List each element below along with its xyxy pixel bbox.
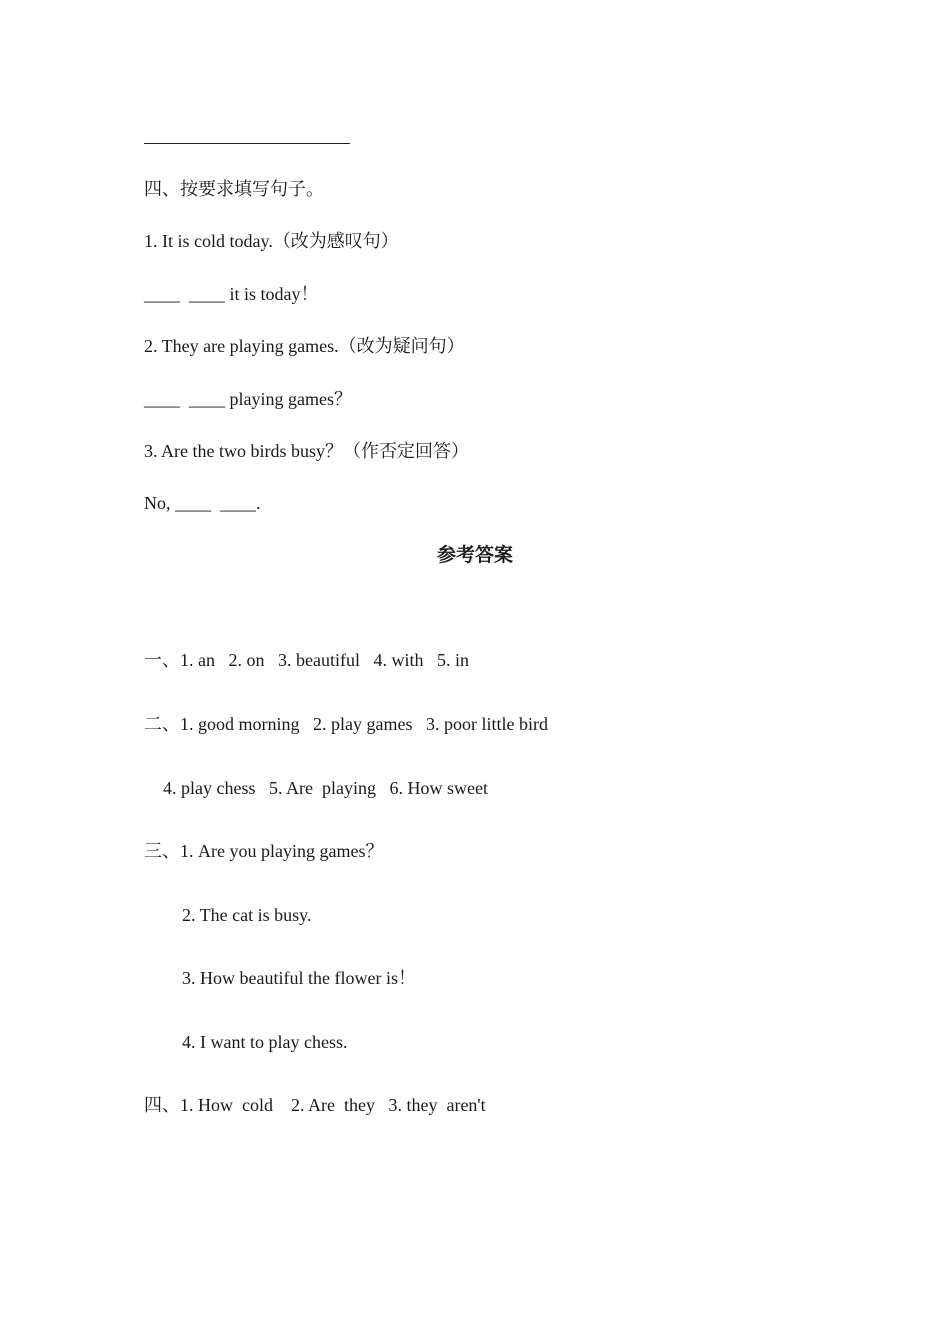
answer-key-title: 参考答案 (436, 545, 513, 566)
question-2-blank: ____ ____ playing games？ (144, 389, 352, 409)
answer-part-4: 四、1. How cold 2. Are they 3. they aren't (144, 1095, 486, 1115)
section-heading: 四、按要求填写句子。 (144, 179, 324, 199)
question-1-blank: ____ ____ it is today！ (144, 284, 319, 304)
answer-blank-line (144, 143, 350, 144)
question-3-blank: No, ____ ____. (144, 493, 261, 513)
answer-part-2-line-1: 二、1. good morning 2. play games 3. poor little bird (144, 714, 548, 734)
question-1: 1. It is cold today.（改为感叹句） (144, 231, 399, 251)
question-2: 2. They are playing games.（改为疑问句） (144, 336, 465, 356)
answer-part-3-line-4: 4. I want to play chess. (182, 1032, 348, 1052)
question-3: 3. Are the two birds busy？（作否定回答） (144, 441, 469, 461)
answer-part-3-line-1: 三、1. Are you playing games？ (144, 841, 384, 861)
answer-part-3-line-2: 2. The cat is busy. (182, 905, 312, 925)
answer-part-1: 一、1. an 2. on 3. beautiful 4. with 5. in (144, 650, 469, 670)
answer-part-2-line-2: 4. play chess 5. Are playing 6. How sweet (163, 778, 488, 798)
answer-part-3-line-3: 3. How beautiful the flower is！ (182, 968, 416, 988)
